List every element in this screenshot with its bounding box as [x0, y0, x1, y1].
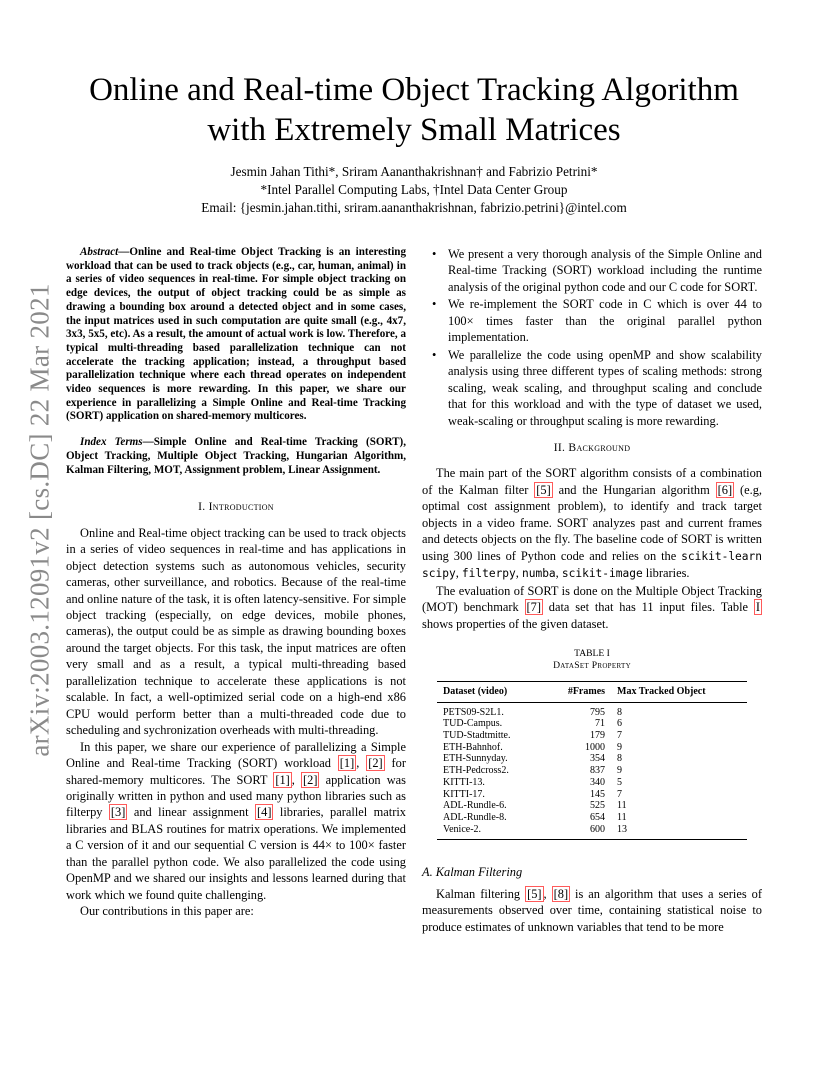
intro-paragraph-3: Our contributions in this paper are:: [80, 904, 254, 919]
kalman-paragraph-1: Kalman filtering [5] , [8] is an algorithm that uses a series of measurements observed over time, containing statistical noise to produce estimates of unknown variables that tend to be more: [422, 886, 762, 934]
right-column: [422, 246, 762, 935]
table-label: TABLE I: [574, 647, 610, 659]
citation-link[interactable]: [4]: [257, 805, 272, 820]
table-title: DataSet Property: [553, 660, 631, 672]
column-header: Max Tracked Object: [611, 681, 747, 702]
table-cell: 145: [590, 788, 606, 800]
table-row: [437, 777, 747, 789]
table-cell: ETH-Sunnyday.: [443, 753, 508, 765]
table-cell: 9: [617, 741, 623, 753]
email-line: Email: {jesmin.jahan.tithi, sriram.aananthakrishnan, fabrizio.petrini}@intel.com: [201, 200, 627, 215]
table-cell: 340: [590, 776, 606, 788]
table-cell: TUD-Stadtmitte.: [443, 730, 511, 742]
background-paragraph-2: The evaluation of SORT is done on the Multiple Object Tracking (MOT) benchmark [7] data set that has 11 input files. Table I shows properties of the given dataset.: [422, 583, 762, 631]
table-cell: ADL-Rundle-8.: [443, 812, 507, 823]
table-caption: [422, 648, 762, 673]
list-item: • We present a very thorough analysis of the Simple Online and Real-time Tracking (SORT) workload including the runtime analysis of the original python code and our C code for SORT.: [422, 246, 762, 295]
table-cell: 654: [590, 812, 606, 823]
citation-link[interactable]: [8]: [553, 886, 569, 901]
table-cell: 179: [590, 730, 606, 742]
citation-link[interactable]: [6]: [717, 482, 733, 497]
table-cell: 9: [617, 765, 623, 777]
table-cell: 795: [590, 706, 606, 718]
citation-link[interactable]: [1]: [339, 756, 355, 771]
citation-link[interactable]: [2]: [303, 772, 318, 787]
list-item: • We parallelize the code using openMP and show scalability analysis using three different types of scaling methods: strong scaling, weak scaling, and throughput scaling and conclude that for this workload and with the type of dataset we used, weak-scaling or throughput scaling is more rewarding.: [422, 347, 762, 429]
intro-paragraph-2: In this paper, we share our experience of parallelizing a Simple Online and Real-time Tracking (SORT) workload [1] , [2] for shared-memory multicores. The SORT [1] , [2] application was originally written in python and used many python libraries such as filterpy [3] and linear assignment [4] libraries, parallel matrix libraries and BLAS routines for matrix operations. We implemented a C version of it and our sequential C version is 44× to 100× faster than the parallel python code. We also parallelized the code using OpenMP and we shared our insights and lessons learned during that work which we found quite challenging.: [66, 739, 407, 902]
column-header: Dataset (video): [437, 681, 545, 702]
citation-link[interactable]: [7]: [526, 600, 541, 615]
table-cell: 837: [590, 765, 606, 777]
citation-link[interactable]: [5]: [536, 482, 551, 497]
table-row: [437, 742, 747, 754]
table-cell: 8: [617, 706, 623, 718]
section-2-heading: II. Background: [553, 440, 631, 454]
title-line-2: with Extremely Small Matrices: [207, 112, 621, 148]
table-cell: 8: [617, 753, 623, 765]
table-cell: 5: [617, 776, 623, 788]
table-row: [437, 730, 747, 742]
table-row: [437, 824, 747, 840]
table-cell: 11: [617, 812, 627, 823]
table-row: [437, 800, 747, 812]
citation-link[interactable]: [5]: [527, 886, 542, 901]
title-line-1: Online and Real-time Object Tracking Algorithm: [89, 72, 739, 108]
table-cell: 1000: [585, 741, 606, 753]
table-cell: ADL-Rundle-6.: [443, 800, 507, 812]
table-cell: 71: [595, 718, 606, 730]
table-link[interactable]: I: [755, 600, 761, 615]
arxiv-stamp: arXiv:2003.12091v2 [cs.DC] 22 Mar 2021: [24, 283, 55, 757]
section-1-heading: I. Introduction: [198, 500, 274, 514]
paper-title: [60, 70, 768, 150]
column-header: #Frames: [545, 681, 612, 702]
table-cell: 525: [590, 800, 606, 812]
table-row: [437, 753, 747, 765]
table-row: [437, 812, 747, 824]
table-row: [437, 718, 747, 730]
author-names: Jesmin Jahan Tithi*, Sriram Aananthakrishnan† and Fabrizio Petrini*: [230, 164, 598, 179]
table-cell: 7: [617, 730, 623, 742]
table-header-row: [437, 681, 747, 702]
table-row: [437, 765, 747, 777]
table-cell: ETH-Bahnhof.: [443, 741, 503, 753]
table-cell: 600: [545, 824, 612, 840]
abstract: Abstract—Online and Real-time Object Tracking is an interesting workload that can be used to track objects (e.g., car, human, animal) in a series of video sequences in real-time. For simple object tracking on edge devices, the output of object tracking could be as simple as drawing a bounding box around a detected object and in some cases, the input matrices used in such computation are quite small (e.g., 4x7, 3x3, 5x5, etc). As a result, the amount of actual work is low. Therefore, a typical multi-threading based parallelization technique can not accelerate the tracking application; instead, a throughput based parallelization technique where each thread operates on independent video sequences is more rewarding. In this paper, we share our experience in parallelizing a Simple Online and Real-time Tracking (SORT) application on shared-memory multicores.: [66, 246, 406, 423]
subsection-a-heading: A. Kalman Filtering: [422, 865, 523, 880]
table-cell: ETH-Pedcross2.: [443, 765, 509, 777]
index-terms: Index Terms—Simple Online and Real-time Tracking (SORT), Object Tracking, Multiple Object Tracking, Hungarian Algorithm, Kalman Filtering, MOT, Assignment problem, Linear Assignment.: [66, 436, 406, 476]
table-cell: PETS09-S2L1.: [443, 706, 504, 718]
table-cell: 6: [617, 718, 623, 730]
table-cell: KITTI-17.: [443, 788, 485, 800]
citation-link[interactable]: [2]: [368, 756, 383, 771]
intro-paragraph-1: Online and Real-time object tracking can be used to track objects in a series of video sequences in real-time and has applications in object detection systems such as autonomous vehicles, security cameras, other surveillance, and robotics. Because of the real-time and online nature of the task, it is often latency-sensitive. For simple object tracking (especially, on edge devices, mobile phones, cameras), the output could be as simple as drawing bounding boxes around the target objects. For this task, the input matrices are often very small and as a result, a typical multi-threading based parallelization technique to accelerate these applications is not scalable. In fact, a well-optimized serial code on a high-end x86 CPU would perform better than a multi-threaded code due to scheduling and sychronization overheads with multi-threading.: [66, 525, 406, 738]
affiliations: *Intel Parallel Computing Labs, †Intel Data Center Group: [260, 182, 568, 197]
left-column: [66, 246, 406, 920]
table-cell: 7: [617, 788, 623, 800]
table-row: [437, 702, 747, 718]
table-cell: 13: [611, 824, 747, 840]
table-cell: 354: [590, 753, 606, 765]
table-cell: 11: [617, 800, 627, 812]
list-item: • We re-implement the SORT code in C which is over 44 to 100× times faster than the original parallel python implementation.: [422, 296, 762, 345]
table-cell: TUD-Campus.: [443, 718, 503, 730]
contributions-list: [422, 246, 762, 429]
background-paragraph-1: The main part of the SORT algorithm consists of a combination of the Kalman filter [5] and the Hungarian algorithm [6] (e.g, optimal cost assignment problem), to identify and track target objects in a video frame. SORT analyzes past and current frames and detects objects on the fly. The baseline code of SORT is written using 300 lines of Python code and relies on the scikit-learn scipy, filterpy, numba, scikit-image libraries.: [422, 466, 762, 581]
citation-link[interactable]: [1]: [275, 772, 290, 787]
table-cell: Venice-2.: [437, 824, 545, 840]
table-cell: KITTI-13.: [443, 776, 485, 788]
citation-link[interactable]: [3]: [110, 805, 126, 820]
dataset-table: [437, 681, 747, 840]
author-block: [60, 163, 768, 217]
table-row: [437, 789, 747, 801]
